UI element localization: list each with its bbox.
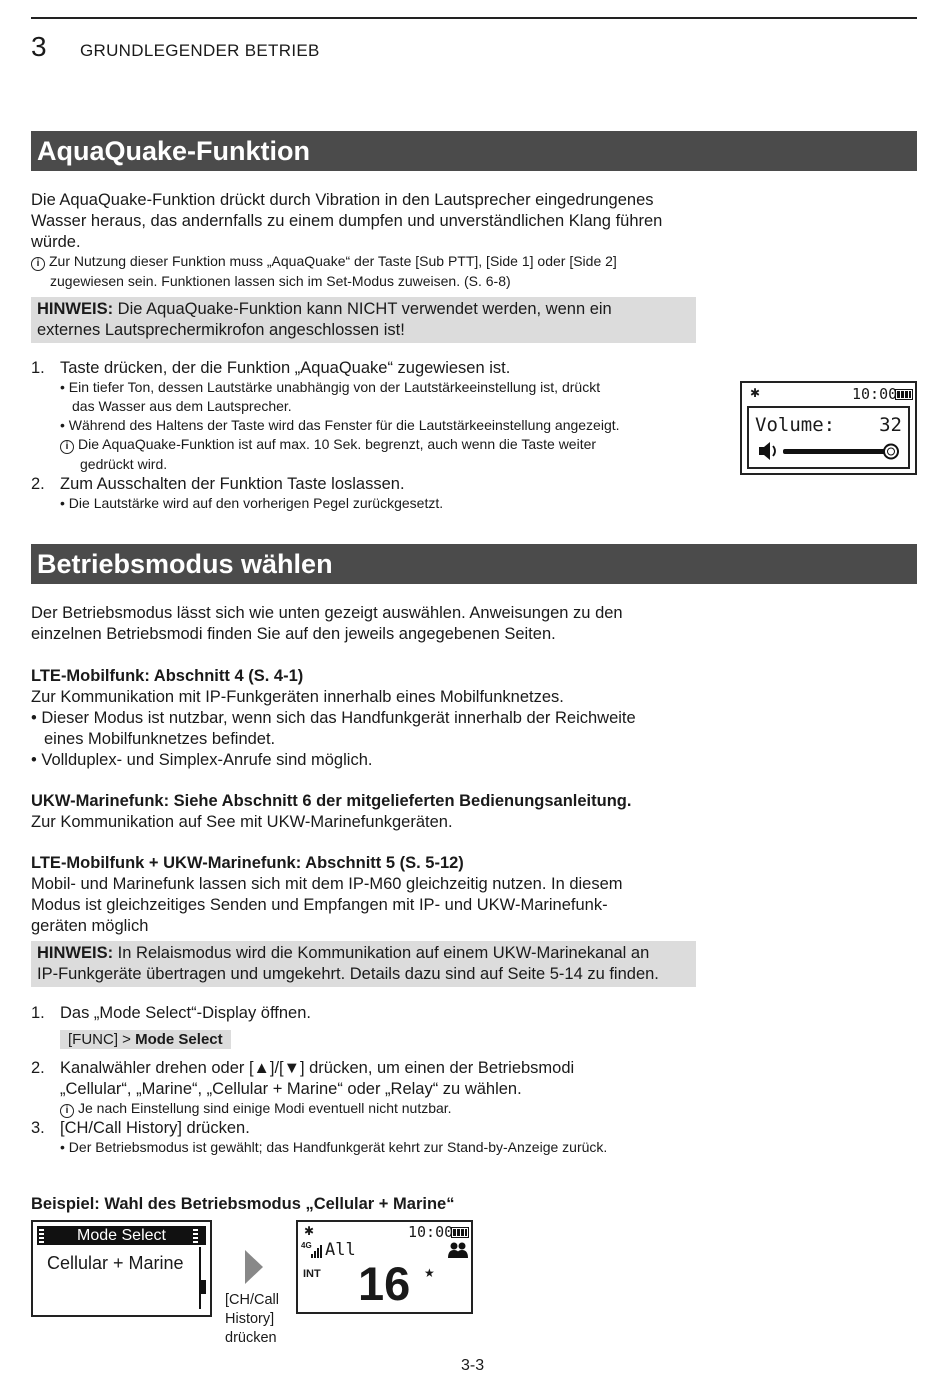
- aquaquake-info-2: zugewiesen sein. Funktionen lassen sich im Set-Modus zuweisen. (S. 6-8): [50, 273, 511, 289]
- volume-track: [783, 449, 891, 454]
- volume-value: 32: [879, 414, 902, 436]
- standby-channel: 16: [358, 1257, 411, 1310]
- group-users-icon: [448, 1242, 468, 1258]
- info-circle-icon: i: [31, 257, 45, 271]
- header-rule: [31, 17, 917, 19]
- battery-icon: [451, 1227, 469, 1238]
- favorite-star-icon: ★: [424, 1266, 435, 1280]
- signal-icon: [311, 1244, 323, 1258]
- ukw-text: Zur Kommunikation auf See mit UKW-Marinefunkgeräten.: [31, 813, 453, 831]
- betriebsmodus-intro-2: einzelnen Betriebsmodi finden Sie auf den jeweils angegebenen Seiten.: [31, 625, 556, 643]
- volume-screen-time: 10:00: [852, 385, 898, 403]
- mode-select-screen: [31, 1220, 212, 1317]
- aquaquake-step1-info-2: gedrückt wird.: [80, 456, 168, 472]
- standby-time: 10:00: [408, 1223, 454, 1241]
- mode-step-2a: 2. Kanalwähler drehen oder [▲]/[▼] drücken, um einen der Betriebsmodi: [31, 1059, 575, 1077]
- both-line-3: geräten möglich: [31, 917, 149, 935]
- aquaquake-step-2: 2. Zum Ausschalten der Funktion Taste loslassen.: [31, 475, 405, 493]
- info-circle-icon: i: [60, 1104, 74, 1118]
- lte-text: Zur Kommunikation mit IP-Funkgeräten innerhalb eines Mobilfunknetzes.: [31, 688, 564, 706]
- standby-int-label: INT: [303, 1268, 321, 1280]
- standby-group: All: [325, 1240, 356, 1260]
- both-line-2: Modus ist gleichzeitiges Senden und Empfangen mit IP- und UKW-Marinefunk-: [31, 896, 608, 914]
- network-type: 4G: [301, 1241, 312, 1250]
- section-title-aquaquake: AquaQuake-Funktion: [31, 131, 917, 171]
- aquaquake-step2-bullet: • Die Lautstärke wird auf den vorherigen Pegel zurückgesetzt.: [60, 495, 444, 511]
- example-heading: Beispiel: Wahl des Betriebsmodus „Cellular + Marine“: [31, 1195, 455, 1213]
- section-title-betriebsmodus: Betriebsmodus wählen: [31, 544, 917, 584]
- ukw-heading: UKW-Marinefunk: Siehe Abschnitt 6 der mitgelieferten Bedienungsanleitung.: [31, 792, 632, 810]
- page-number: 3-3: [461, 1357, 485, 1374]
- mode-step2-info: i Je nach Einstellung sind einige Modi eventuell nicht nutzbar.: [60, 1099, 452, 1118]
- speaker-icon: [759, 442, 775, 460]
- lte-bullet-2: • Vollduplex- und Simplex-Anrufe sind möglich.: [31, 751, 373, 769]
- aquaquake-step1-bullet1b: das Wasser aus dem Lautsprecher.: [72, 398, 292, 414]
- arrow-right-icon: [244, 1250, 264, 1284]
- scroll-icon: [39, 1228, 44, 1243]
- aquaquake-info-1: i Zur Nutzung dieser Funktion muss „AquaQuake“ der Taste [Sub PTT], [Side 1] oder [Side 2]: [31, 252, 617, 271]
- scroll-icon: [193, 1228, 198, 1243]
- aquaquake-step1-info: i Die AquaQuake-Funktion ist auf max. 10 Sek. begrenzt, auch wenn die Taste weiter: [60, 435, 596, 454]
- volume-slider: [757, 440, 907, 462]
- mode-select-title: Mode Select: [37, 1226, 206, 1245]
- bluetooth-icon: ✱: [750, 386, 761, 400]
- both-line-1: Mobil- und Marinefunk lassen sich mit dem IP-M60 gleichzeitig nutzen. In diesem: [31, 875, 623, 893]
- mode-step-1: 1. Das „Mode Select“-Display öffnen.: [31, 1004, 311, 1022]
- aquaquake-intro-1: Die AquaQuake-Funktion drückt durch Vibration in den Lautsprecher eingedrungenes: [31, 191, 654, 209]
- mode-select-value: Cellular + Marine: [47, 1253, 184, 1273]
- aquaquake-note: HINWEIS: Die AquaQuake-Funktion kann NICHT verwendet werden, wenn ein externes Lautsprechermikrofon angeschlossen ist!: [31, 297, 696, 343]
- relay-note: HINWEIS: In Relaismodus wird die Kommunikation auf einem UKW-Marinekanal an IP-Funkgeräte übertragen und umgekehrt. Details dazu sind auf Seite 5-14 zu finden.: [31, 941, 696, 987]
- lte-bullet-1b: eines Mobilfunknetzes befindet.: [44, 730, 276, 748]
- aquaquake-step-1: 1. Taste drücken, der die Funktion „AquaQuake“ zugewiesen ist.: [31, 359, 511, 377]
- lte-heading: LTE-Mobilfunk: Abschnitt 4 (S. 4-1): [31, 667, 304, 685]
- aquaquake-step1-bullet2: • Während des Haltens der Taste wird das Fenster für die Lautstärkeeinstellung angezeigt.: [60, 417, 620, 433]
- aquaquake-intro-2: Wasser heraus, das andernfalls zu einem dumpfen und unverständlichen Klang führen: [31, 212, 663, 230]
- aquaquake-step1-bullet1a: • Ein tiefer Ton, dessen Lautstärke unabhängig von der Lautstärkeeinstellung ist, drückt: [60, 379, 601, 395]
- betriebsmodus-intro-1: Der Betriebsmodus lässt sich wie unten gezeigt auswählen. Anweisungen zu den: [31, 604, 623, 622]
- scrollbar: [199, 1247, 201, 1309]
- bluetooth-icon: ✱: [304, 1224, 315, 1238]
- info-circle-icon: i: [60, 440, 74, 454]
- aquaquake-intro-3: würde.: [31, 233, 81, 251]
- volume-label: Volume:: [755, 414, 836, 436]
- volume-screen: [740, 381, 917, 475]
- chapter-title: GRUNDLEGENDER BETRIEB: [80, 41, 320, 60]
- standby-screen: [296, 1220, 473, 1314]
- chapter-number: 3: [31, 31, 47, 62]
- mode-step3-bullet: • Der Betriebsmodus ist gewählt; das Handfunkgerät kehrt zur Stand-by-Anzeige zurück.: [60, 1139, 608, 1155]
- func-path: [FUNC] > Mode Select: [60, 1030, 231, 1049]
- lte-bullet-1a: • Dieser Modus ist nutzbar, wenn sich das Handfunkgerät innerhalb der Reichweite: [31, 709, 636, 727]
- mode-step-3: 3. [CH/Call History] drücken.: [31, 1119, 250, 1137]
- both-heading: LTE-Mobilfunk + UKW-Marinefunk: Abschnitt 5 (S. 5-12): [31, 854, 464, 872]
- scrollbar-thumb: [201, 1280, 206, 1294]
- arrow-caption: [CH/Call History] drücken: [225, 1292, 279, 1346]
- mode-step-2b: „Cellular“, „Marine“, „Cellular + Marine“ oder „Relay“ zu wählen.: [60, 1080, 522, 1098]
- volume-window: [747, 406, 910, 469]
- battery-icon: [895, 389, 913, 400]
